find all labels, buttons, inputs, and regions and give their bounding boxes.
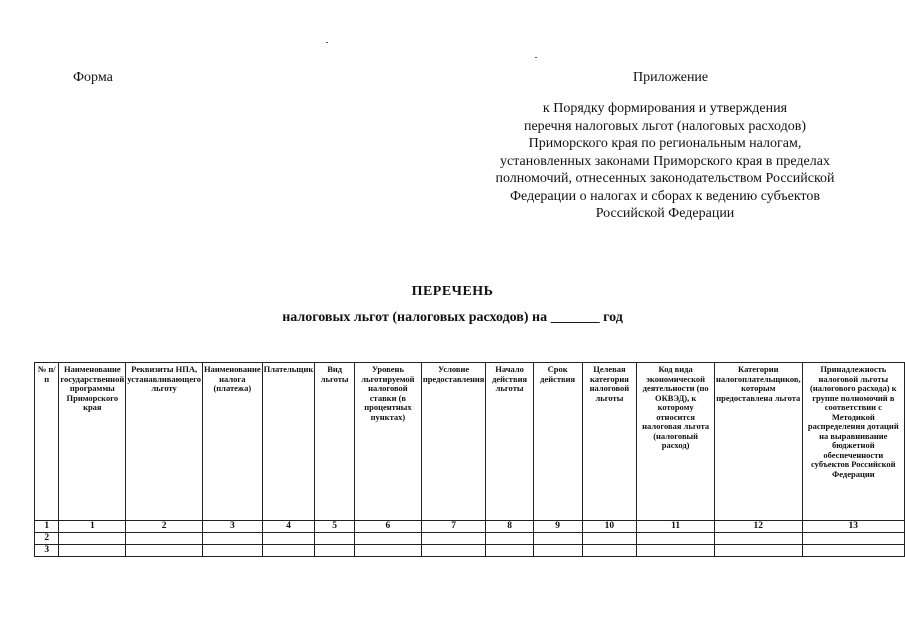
table-cell: [533, 533, 582, 545]
appendix-line: Российской Федерации: [595, 206, 735, 221]
table-cell: [355, 533, 422, 545]
table-row: [35, 545, 905, 557]
appendix-line: к Порядку формирования и утверждения: [542, 101, 788, 116]
table-cell: [582, 533, 637, 545]
column-number-cell: 1: [35, 521, 59, 533]
document-subtitle: налоговых льгот (налоговых расходов) на _______ год: [282, 310, 623, 325]
header-cell: Реквизиты НПА, устанавливающего льготу: [126, 363, 203, 521]
header-cell: Принадлежность налоговой льготы (налогового расхода) к группе полномочий в соответствии с Методикой распределения дотаций на выравнивание бюджетной обеспеченности субъектов Российской Федерации: [802, 363, 904, 521]
table-cell: [202, 545, 262, 557]
column-number-cell: 3: [202, 521, 262, 533]
table-cell: [533, 545, 582, 557]
header-cell: Начало действия льготы: [486, 363, 533, 521]
table-cell: [486, 545, 533, 557]
column-number-cell: 11: [637, 521, 715, 533]
table-cell: [262, 545, 315, 557]
table-row: [35, 533, 905, 545]
header-cell: Целевая категория налоговой льготы: [582, 363, 637, 521]
header-cell: Плательщик: [262, 363, 315, 521]
column-number-cell: 6: [355, 521, 422, 533]
column-number-cell: 10: [582, 521, 637, 533]
header-cell: Наименование налога (платежа): [202, 363, 262, 521]
table-cell: [315, 545, 355, 557]
header-cell: Уровень льготируемой налоговой ставки (в процентных пунктах): [355, 363, 422, 521]
header-cell: № п/п: [35, 363, 59, 521]
table-cell: [126, 545, 203, 557]
table-cell: [637, 545, 715, 557]
column-number-cell: 12: [714, 521, 802, 533]
table-cell: 2: [35, 533, 59, 545]
header-cell: Условие предоставления: [421, 363, 486, 521]
header-row: [35, 363, 905, 521]
table-cell: [802, 545, 904, 557]
table-cell: 3: [35, 545, 59, 557]
scan-speck: [535, 57, 537, 58]
column-number-cell: 9: [533, 521, 582, 533]
column-number-cell: 7: [421, 521, 486, 533]
header-cell: Срок действия: [533, 363, 582, 521]
document-title: ПЕРЕЧЕНЬ: [411, 284, 494, 299]
appendix-line: полномочий, отнесенных законодательством Российской: [495, 171, 835, 186]
table-cell: [714, 545, 802, 557]
table-cell: [126, 533, 203, 545]
column-number-cell: 8: [486, 521, 533, 533]
table-cell: [421, 533, 486, 545]
column-number-row: [35, 521, 905, 533]
column-number-cell: 13: [802, 521, 904, 533]
column-number-cell: 1: [59, 521, 126, 533]
table-cell: [582, 545, 637, 557]
table-cell: [421, 545, 486, 557]
table-cell: [714, 533, 802, 545]
table-cell: [59, 545, 126, 557]
tax-benefits-table: [34, 362, 905, 557]
appendix-line: установленных законами Приморского края в пределах: [500, 153, 830, 169]
table-cell: [802, 533, 904, 545]
header-cell: Вид льготы: [315, 363, 355, 521]
header-cell: Категории налогоплательщиков, которым предоставлена льгота: [714, 363, 802, 521]
table-cell: [486, 533, 533, 545]
appendix-line: перечня налоговых льгот (налоговых расходов): [523, 118, 807, 134]
table-cell: [59, 533, 126, 545]
form-label: Форма: [73, 70, 113, 85]
column-number-cell: 4: [262, 521, 315, 533]
appendix-title: Приложение: [633, 70, 709, 85]
header-cell: Наименование государственной программы Приморского края: [59, 363, 126, 521]
table-cell: [637, 533, 715, 545]
column-number-cell: 2: [126, 521, 203, 533]
header-cell: Код вида экономической деятельности (по ОКВЭД), к которому относится налоговая льгота (налоговый расход): [637, 363, 715, 521]
appendix-text: [470, 100, 860, 223]
appendix-line: Приморского края по региональным налогам,: [528, 136, 802, 151]
table-cell: [202, 533, 262, 545]
table-cell: [315, 533, 355, 545]
appendix-line: Федерации о налогах и сборах к ведению субъектов: [510, 188, 820, 204]
scan-speck: [326, 42, 328, 43]
table-cell: [262, 533, 315, 545]
column-number-cell: 5: [315, 521, 355, 533]
table-cell: [355, 545, 422, 557]
